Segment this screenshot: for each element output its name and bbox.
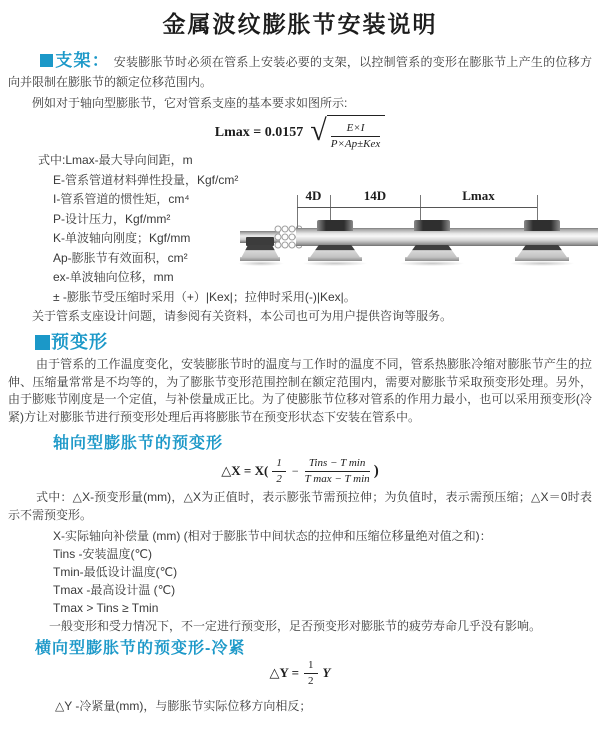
definition-line: Tmax -最高设计温 (℃) — [53, 583, 176, 597]
definition-line: Tmin-最低设计温度(℃) — [53, 565, 178, 579]
formula-lhs: Lmax = 0.0157 — [214, 125, 304, 140]
support-pedestal — [515, 245, 569, 261]
page-title: 金属波纹膨胀节安装说明 — [162, 11, 438, 37]
definition-line: ex-单波轴向位移，mm — [53, 270, 174, 284]
fraction — [331, 122, 381, 151]
pipe-support-diagram — [240, 186, 598, 278]
support-pedestal — [405, 245, 459, 261]
lateral-subheading: 横向型膨胀节的预变形-冷紧 — [35, 640, 246, 657]
definition-line: E-管系管道材料弹性投量，Kgf/cm² — [53, 172, 239, 187]
sqrt-radical — [310, 115, 385, 151]
axial-definition-list — [49, 527, 600, 635]
pipe-guide-clamp — [317, 220, 353, 231]
definition-line: 一般变形和受力情况下，不一定进行预变形，足否预变形对膨胀节的疲劳寿命几乎没有影响。 — [49, 619, 542, 633]
fraction-numerator: E×I — [331, 122, 381, 137]
lateral-note: △Y -冷紧量(mm)，与膨胀节实际位移方向相反； — [55, 699, 312, 713]
close-paren: ) — [373, 462, 379, 479]
dimension-line — [297, 207, 537, 208]
formula-rhs: Y — [322, 665, 331, 680]
support-section-heading — [40, 51, 110, 70]
minus-operator: − — [291, 463, 299, 478]
section-square-icon — [35, 335, 50, 350]
predeform-paragraph: 由于管系的工作温度变化，安装膨胀节时的温度与工作时的温度不同，管系热膨胀冷缩对膨胀节产生的拉伸、压缩量常常是不均等的，为了膨胀节变形范围控制在额定范围内，需要对膨胀节采取预变形处理。另外，由于膨账节刚度是一个定值，与补偿量成正比。为了使膨胀节位移对管系的作用力最小，也可以采用预变形(冷紧)方让对膨胀节进行预变形处理后再将膨胀节在预变形状态下安装在管系中。 — [8, 357, 592, 424]
support-shadow — [399, 261, 465, 266]
support-shadow — [238, 261, 284, 266]
support-shadow — [302, 261, 368, 266]
definition-line: Tins -安装温度(℃) — [53, 547, 153, 561]
lateral-formula — [0, 658, 600, 687]
pipe-guide-clamp — [524, 220, 560, 231]
support-heading-label: 支架： — [55, 51, 111, 70]
dimension-label-4d: 4D — [305, 188, 322, 203]
fraction-denominator: 2 — [276, 472, 282, 485]
fraction-half — [304, 659, 318, 688]
formula-lhs: △Y = — [269, 665, 300, 680]
predeform-heading-label: 预变形 — [51, 332, 108, 352]
definition-line: I-管系管道的惯性矩，cm⁴ — [53, 192, 190, 206]
pipe-guide-clamp — [414, 220, 450, 231]
support-intro-text: 安装膨胀节时必须在管系上安装必要的支架，以控制管系的变形在膨胀节上产生的位移方向并限制在膨胀节的额定位移范围内。 — [8, 55, 592, 89]
dimension-label-14d: 14D — [363, 188, 387, 203]
fraction-numerator: 1 — [272, 457, 286, 472]
support-intro-paragraph — [8, 51, 592, 92]
axial-explain-paragraph: 式中：△X-预变形量(mm)，△X为正值时，表示膨张节需预拉伸；为负值时，表示需预压缩；△X＝0时表示不需预变形。 — [8, 490, 592, 522]
definition-line: Tmax > Tins ≥ Tmin — [53, 601, 159, 615]
fraction-half — [272, 457, 286, 486]
fraction-denominator: P×Ap±Kex — [330, 138, 381, 150]
definition-line: 式中:Lmax-最大导向间距，m — [38, 153, 193, 167]
fraction-numerator: 1 — [304, 659, 318, 674]
anchor-support — [246, 237, 274, 246]
support-example-line: 例如对于轴向型膨胀节，它对管系支座的基本要求如图所示: — [32, 96, 348, 110]
dimension-label-lmax: Lmax — [462, 188, 495, 203]
axial-formula — [0, 457, 600, 485]
predeform-section-heading — [35, 332, 600, 353]
support-pedestal — [308, 245, 362, 261]
radicand — [327, 115, 386, 151]
definition-line: P-设计压力，Kgf/mm² — [53, 211, 171, 226]
radical-sign: √ — [310, 114, 327, 147]
lmax-formula — [0, 114, 600, 150]
definition-line: Ap-膨胀节有效面积，cm² — [53, 250, 188, 265]
axial-subheading: 轴向型膨胀节的预变形 — [53, 435, 224, 452]
definition-line: X-实际轴向补偿量 (mm) (相对于膨胀节中间状态的拉伸和压缩位移量绝对值之和)： — [53, 529, 492, 543]
definition-line: ± -膨胀节受压缩时采用（+）|Kex|；拉伸时采用(-)|Kex|。 — [53, 289, 356, 304]
fraction-numerator: Tins − T min — [305, 457, 370, 472]
section-square-icon — [40, 54, 53, 67]
definition-line: K-单波轴向刚度；Kgf/mm — [53, 231, 191, 245]
fraction-denominator: T max − T min — [304, 472, 370, 485]
fraction-temperature — [305, 457, 370, 486]
consult-note: 关于管系支座设计问题，请参阅有关资料，本公司也可为用户提供咨询等服务。 — [32, 309, 453, 323]
fraction-denominator: 2 — [308, 674, 314, 687]
support-shadow — [509, 261, 575, 266]
formula-lhs: △X = X( — [221, 463, 269, 478]
